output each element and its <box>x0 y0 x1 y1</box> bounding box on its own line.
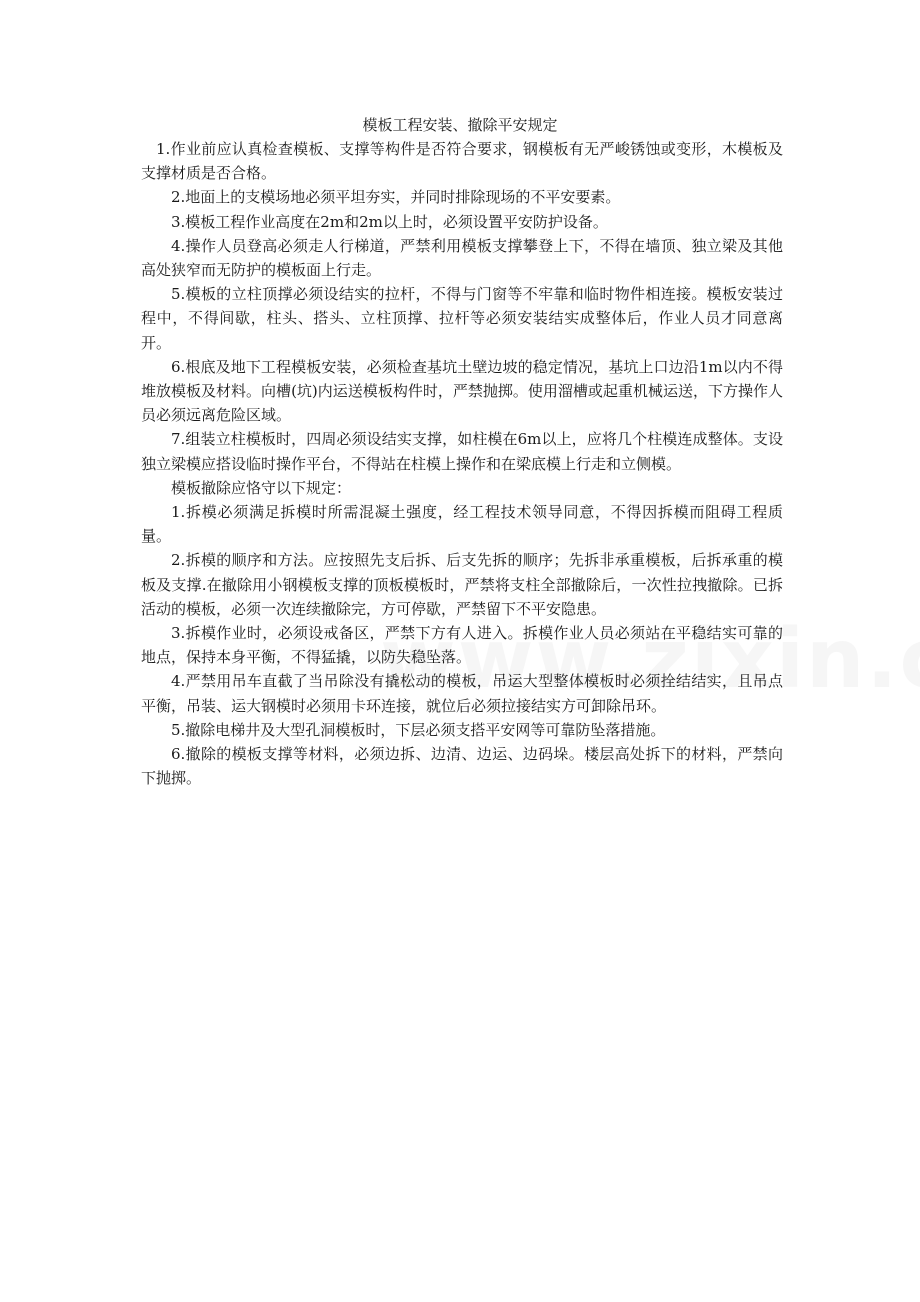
paragraph-install-6: 6.根底及地下工程模板安装，必须检查基坑土壁边坡的稳定情况，基坑上口边沿1m以内不得堆放模板及材料。向槽(坑)内运送模板构件时，严禁抛掷。使用溜槽或起重机械运送，下方操作人员必须远离危险区域。 <box>141 357 783 425</box>
paragraph-install-5: 5.模板的立柱顶撑必须设结实的拉杆，不得与门窗等不牢靠和临时物件相连接。模板安装过程中，不得间歇，柱头、搭头、立柱顶撑、拉杆等必须安装结实成整体后，作业人员才同意离开。 <box>141 285 783 352</box>
section-heading-removal: 模板撤除应恪守以下规定： <box>171 478 352 497</box>
paragraph-removal-6: 6.撤除的模板支撑等材料，必须边拆、边清、边运、边码垛。楼层高处拆下的材料，严禁向下抛掷。 <box>141 745 783 788</box>
paragraph-install-3: 3.模板工程作业高度在2m和2m以上时，必须设置平安防护设备。 <box>171 212 608 231</box>
document-body <box>141 137 783 790</box>
paragraph-removal-5: 5.撤除电梯井及大型孔洞模板时，下层必须支搭平安网等可靠防坠落措施。 <box>171 720 666 739</box>
paragraph-removal-2: 2.拆模的顺序和方法。应按照先支后拆、后支先拆的顺序；先拆非承重模板，后拆承重的模板及支撑.在撤除用小钢模板支撑的顶板模板时，严禁将支柱全部撤除后，一次性拉拽撤除。已拆活动的模板，必须一次连续撤除完，方可停歇，严禁留下不平安隐患。 <box>141 551 783 618</box>
paragraph-install-1: 1.作业前应认真检查模板、支撑等构件是否符合要求，钢模板有无严峻锈蚀或变形，木模板及支撑材质是否合格。 <box>141 140 783 183</box>
document-title: 模板工程安装、撤除平安规定 <box>362 116 558 134</box>
paragraph-install-2: 2.地面上的支模场地必须平坦夯实，并同时排除现场的不平安要素。 <box>171 188 621 207</box>
paragraph-removal-3: 3.拆模作业时，必须设戒备区，严禁下方有人进入。拆模作业人员必须站在平稳结实可靠的地点，保持本身平衡，不得猛撬，以防失稳坠落。 <box>141 624 783 667</box>
paragraph-install-4: 4.操作人员登高必须走人行梯道，严禁利用模板支撑攀登上下，不得在墙顶、独立梁及其他高处狭窄而无防护的模板面上行走。 <box>141 236 783 280</box>
paragraph-install-7: 7.组装立柱模板时，四周必须设结实支撑，如柱模在6m以上，应将几个柱模连成整体。支设独立梁模应搭设临时操作平台，不得站在柱模上操作和在梁底模上行走和立侧模。 <box>141 430 783 473</box>
paragraph-removal-1: 1.拆模必须满足拆模时所需混凝土强度，经工程技术领导同意，不得因拆模而阻碍工程质量。 <box>141 503 783 546</box>
paragraph-removal-4: 4.严禁用吊车直截了当吊除没有撬松动的模板，吊运大型整体模板时必须拴结结实，且吊点平衡，吊装、运大钢模时必须用卡环连接，就位后必须拉接结实方可卸除吊环。 <box>141 672 783 715</box>
